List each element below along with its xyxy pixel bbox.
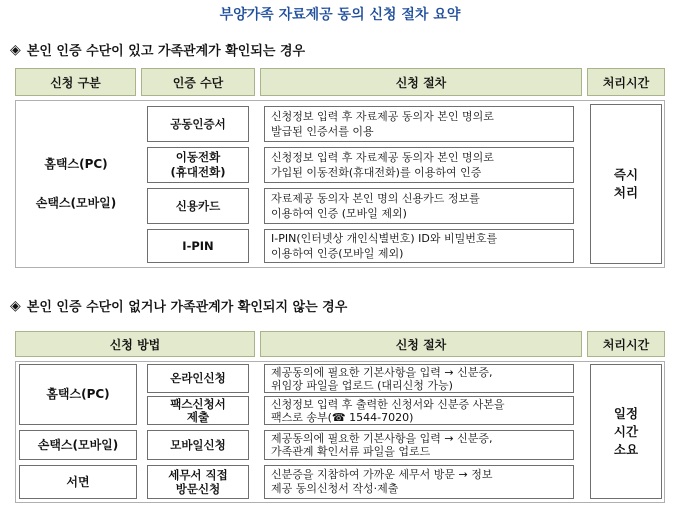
page-title: 부양가족 자료제공 동의 신청 절차 요약 <box>219 7 461 23</box>
method-visit: 세무서 직접 방문신청 <box>147 465 249 499</box>
procedure-ipin: I-PIN(인터넷상 개인식별번호) ID와 비밀번호를 이용하여 인증(모바일 제외) <box>264 229 574 263</box>
procedure-phone: 신청정보 입력 후 자료제공 동의자 본인 명의로 가입된 이동전화(휴대전화)를 이용하여 인증 <box>264 147 574 183</box>
channel-hometax: 홈택스(PC) <box>44 157 108 171</box>
auth-card-label: 신용카드 <box>147 188 249 224</box>
channel-group <box>16 104 136 264</box>
procedure-fax: 신청정보 입력 후 출력한 신청서와 신분증 사본을 팩스로 송부(☎ 1544-7020) <box>264 396 574 425</box>
procedure-visit: 신분증을 지참하여 가까운 세무서 방문 → 정보 제공 동의신청서 작성·제출 <box>264 465 574 499</box>
processing-time-immediate: 즉시 처리 <box>590 104 662 264</box>
header-apply-category: 신청 구분 <box>15 68 136 96</box>
auth-phone-label: 이동전화 (휴대전화) <box>147 147 249 183</box>
method-mobile: 모바일신청 <box>147 430 249 460</box>
section2-heading-text: 본인 인증 수단이 없거나 가족관계가 확인되지 않는 경우 <box>26 300 348 315</box>
channel-sontax: 손택스(모바일) <box>35 196 117 210</box>
channel-paper: 서면 <box>19 465 137 499</box>
header-procedure: 신청 절차 <box>260 68 582 96</box>
section1-heading <box>10 40 305 59</box>
auth-cert-label: 공동인증서 <box>147 106 249 142</box>
header-processing-time: 처리시간 <box>587 68 665 96</box>
section2-heading <box>10 296 347 315</box>
section1-heading-text: 본인 인증 수단이 있고 가족관계가 확인되는 경우 <box>26 44 306 59</box>
procedure-cert: 신청정보 입력 후 자료제공 동의자 본인 명의로 발급된 인증서를 이용 <box>264 106 574 142</box>
method-fax: 팩스신청서 제출 <box>147 396 249 425</box>
channel-sontax-2: 손택스(모바일) <box>19 430 137 460</box>
header-procedure-2: 신청 절차 <box>260 331 582 357</box>
header-apply-method: 신청 방법 <box>15 331 255 357</box>
channel-hometax-2: 홈택스(PC) <box>19 364 137 425</box>
procedure-online: 제공동의에 필요한 기본사항을 입력 → 신분증, 위임장 파일을 업로드 (대리신청 가능) <box>264 364 574 393</box>
auth-ipin-label: I-PIN <box>147 229 249 263</box>
procedure-card: 자료제공 동의자 본인 명의 신용카드 정보를 이용하여 인증 (모바일 제외) <box>264 188 574 224</box>
diamond-icon: ◈ <box>10 41 21 58</box>
processing-time-delayed: 일정 시간 소요 <box>590 364 662 499</box>
header-processing-time-2: 처리시간 <box>587 331 665 357</box>
header-auth-method: 인증 수단 <box>141 68 255 96</box>
procedure-mobile: 제공동의에 필요한 기본사항을 입력 → 신분증, 가족관계 확인서류 파일을 업로드 <box>264 430 574 460</box>
method-online: 온라인신청 <box>147 364 249 393</box>
diamond-icon: ◈ <box>10 297 21 314</box>
